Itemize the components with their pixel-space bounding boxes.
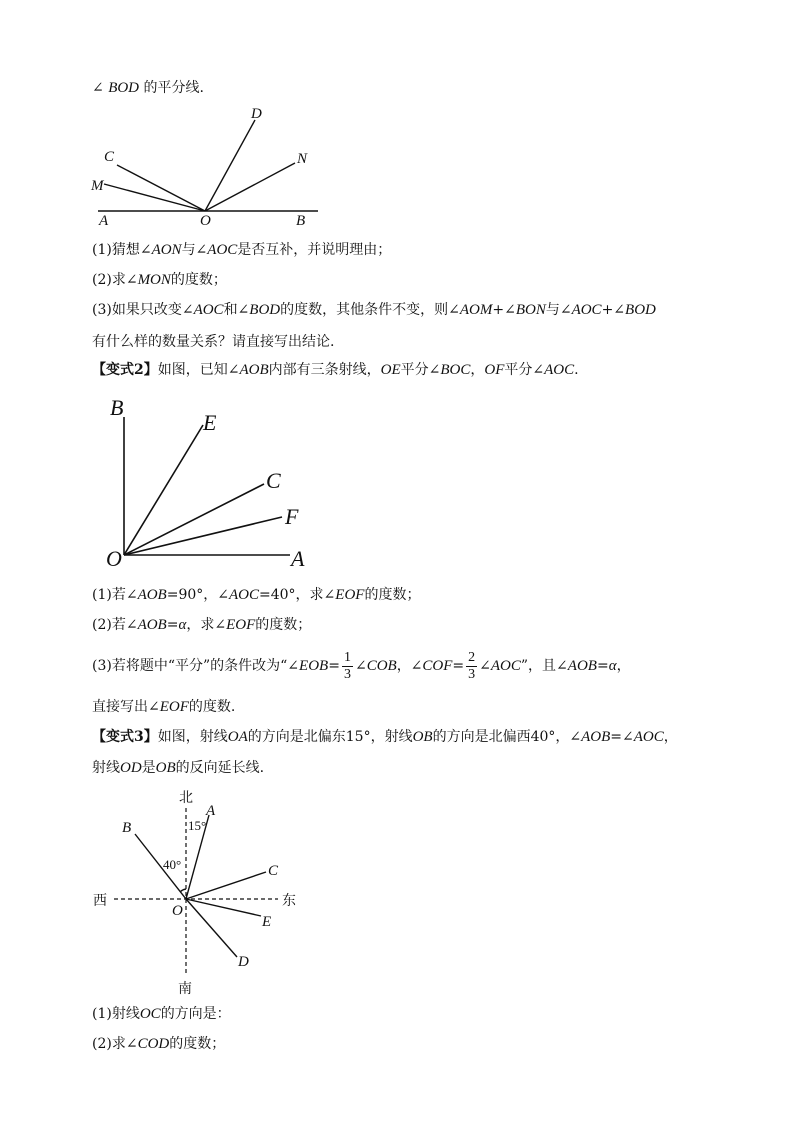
angle-name: BOD (625, 302, 656, 318)
variant3-question-1 (92, 1004, 231, 1024)
text-fragment: ∠ (354, 658, 367, 674)
text-fragment: 的方向是北偏西40°，∠ (432, 729, 582, 745)
ray-OF (124, 517, 282, 555)
label-O: O (200, 213, 211, 229)
angle-name: MON (137, 272, 171, 288)
text-fragment: (1)若∠ (92, 587, 138, 603)
text-line-top (92, 78, 204, 98)
text-fragment: 和∠ (223, 302, 250, 318)
label-O: O (172, 903, 183, 919)
text-fragment: = (166, 617, 179, 633)
angle-name: COB (366, 658, 397, 674)
text-fragment: (1)射线 (92, 1006, 140, 1022)
question-3-continued: 有什么样的数量关系？请直接写出结论. (92, 334, 335, 350)
text-fragment: 射线 (92, 760, 120, 776)
variant3-intro (92, 727, 678, 747)
label-B: B (110, 395, 124, 420)
angle-name: EOB (299, 658, 329, 674)
label-south: 南 (178, 981, 192, 997)
ray-name: OB (412, 729, 433, 745)
angle-name: AOB (137, 617, 167, 633)
question-1 (92, 240, 391, 260)
angle-label-15: 15° (188, 818, 207, 833)
angle-name: EOF (159, 699, 189, 715)
text-fragment: (2)求∠ (92, 1036, 138, 1052)
text-fragment: ，求∠ (186, 617, 227, 633)
variant3-intro-2 (92, 758, 264, 778)
label-north: 北 (179, 790, 193, 806)
label-B: B (122, 820, 132, 836)
label-D: D (251, 106, 262, 122)
label-O: O (106, 546, 122, 571)
ray-ON (205, 163, 295, 211)
text-fragment: 的度数； (364, 587, 421, 603)
ray-name: OF (484, 362, 505, 378)
text-fragment: 如图，射线 (157, 729, 228, 745)
ray-OD (205, 120, 255, 211)
text-fragment: 平分∠ (400, 362, 441, 378)
text-fragment: =40°，求∠ (259, 587, 336, 603)
ray-OC (186, 872, 266, 899)
variant2-question-1 (92, 585, 420, 605)
label-F: F (285, 504, 299, 529)
angle-name: BOD (249, 302, 281, 318)
label-A: A (206, 803, 216, 819)
text-fragment: ， (663, 729, 678, 745)
text-fragment: =90°，∠ (166, 587, 230, 603)
text-fragment: 是否互补，并说明理由； (237, 242, 392, 258)
ray-OD (186, 899, 237, 957)
fraction-two-thirds (466, 650, 477, 683)
angle-name: BOD (108, 80, 140, 96)
text-fragment: 的度数，其他条件不变，则∠ (280, 302, 460, 318)
text-fragment: (3)若将题中“平分”的条件改为“∠ (92, 658, 300, 674)
angle-name: AOB (137, 587, 167, 603)
text-fragment: ， (470, 362, 485, 378)
angle-name: BOC (440, 362, 471, 378)
text-fragment: 如图，已知∠ (157, 362, 240, 378)
angle-name: AOM (459, 302, 493, 318)
text-fragment: 平分∠ (504, 362, 545, 378)
text-fragment: =∠ (610, 729, 634, 745)
variant-tag: 【变式3】 (92, 729, 158, 745)
ray-OE (124, 425, 203, 555)
text-fragment: (1)猜想∠ (92, 242, 152, 258)
text-fragment: 的反向延长线. (175, 760, 265, 776)
label-B: B (296, 213, 306, 229)
angle-name: AOC (193, 302, 224, 318)
label-west: 西 (93, 893, 107, 909)
angle-name: AOB (581, 729, 611, 745)
ray-OC (117, 165, 205, 211)
angle-name: AOC (490, 658, 521, 674)
fraction-denominator: 3 (468, 666, 476, 682)
angle-name: COD (137, 1036, 170, 1052)
label-E: E (203, 410, 217, 435)
question-3 (92, 300, 656, 320)
label-E: E (262, 914, 272, 930)
label-C: C (104, 149, 115, 165)
ray-name: OC (139, 1006, 161, 1022)
angle-name: EOF (335, 587, 365, 603)
text-fragment: ”，且∠ (520, 658, 568, 674)
angle-name: AON (151, 242, 182, 258)
angle-name: EOF (226, 617, 256, 633)
text-fragment: ∠ (479, 658, 491, 674)
angle-name: AOC (633, 729, 664, 745)
label-D: D (238, 954, 249, 970)
angle-arc-40 (180, 889, 186, 892)
ray-name: OE (380, 362, 401, 378)
label-C: C (268, 863, 279, 879)
label-A: A (99, 213, 109, 229)
text-fragment: ，∠ (396, 658, 423, 674)
text-fragment: 的方向是： (160, 1006, 231, 1022)
angle-name: AOC (207, 242, 238, 258)
text-fragment: 的方向是北偏东15°，射线 (247, 729, 413, 745)
text-fragment: 的平分线. (143, 80, 204, 96)
ray-OE (186, 899, 261, 916)
text-fragment: 的度数. (188, 699, 236, 715)
ray-OM (104, 184, 205, 211)
angle-symbol: ∠ (92, 80, 104, 96)
label-M: M (91, 178, 104, 194)
variant3-question-2 (92, 1034, 225, 1054)
text-fragment: 内部有三条射线， (268, 362, 381, 378)
fraction-numerator: 1 (343, 649, 351, 665)
text-fragment: = (328, 658, 340, 674)
text-fragment: +∠ (601, 302, 626, 318)
variable-alpha: α (178, 617, 187, 633)
text-fragment: = (596, 658, 609, 674)
angle-name: AOB (239, 362, 269, 378)
text-fragment: 与∠ (545, 302, 572, 318)
angle-name: BON (515, 302, 546, 318)
variant2-question-2 (92, 615, 311, 635)
variant-tag: 【变式2】 (92, 362, 158, 378)
text-fragment: ， (616, 658, 631, 674)
angle-name: AOC (544, 362, 575, 378)
ray-OC (124, 484, 264, 555)
ray-name: OD (120, 760, 142, 776)
variant2-intro (92, 360, 579, 380)
fraction-one-third (342, 650, 353, 683)
variant2-question-3-continued (92, 697, 235, 717)
text-fragment: 的度数； (169, 1036, 226, 1052)
text-fragment: +∠ (492, 302, 516, 318)
angle-name: COF (422, 658, 453, 674)
ray-OA (186, 815, 209, 899)
text-fragment: 的度数； (255, 617, 312, 633)
label-N: N (297, 151, 308, 167)
variant2-question-3 (92, 648, 631, 684)
angle-name: AOC (571, 302, 602, 318)
text-fragment: (3)如果只改变∠ (92, 302, 194, 318)
question-2 (92, 270, 227, 290)
ray-OB (135, 834, 186, 899)
label-A: A (291, 546, 305, 571)
ray-name: OB (155, 760, 176, 776)
text-fragment: 直接写出∠ (92, 699, 160, 715)
angle-name: AOB (567, 658, 597, 674)
text-fragment: . (574, 362, 579, 378)
text-fragment: = (452, 658, 465, 674)
text-fragment: 的度数； (170, 272, 227, 288)
variable-alpha: α (608, 658, 617, 674)
angle-name: AOC (229, 587, 260, 603)
text-fragment: (2)求∠ (92, 272, 138, 288)
angle-label-40: 40° (163, 857, 182, 872)
label-east: 东 (282, 893, 296, 909)
text-fragment: 是 (141, 760, 156, 776)
text-fragment: (2)若∠ (92, 617, 138, 633)
text-fragment: 与∠ (181, 242, 208, 258)
ray-name: OA (227, 729, 248, 745)
label-C: C (266, 468, 281, 493)
fraction-numerator: 2 (468, 649, 476, 665)
fraction-denominator: 3 (343, 666, 351, 682)
